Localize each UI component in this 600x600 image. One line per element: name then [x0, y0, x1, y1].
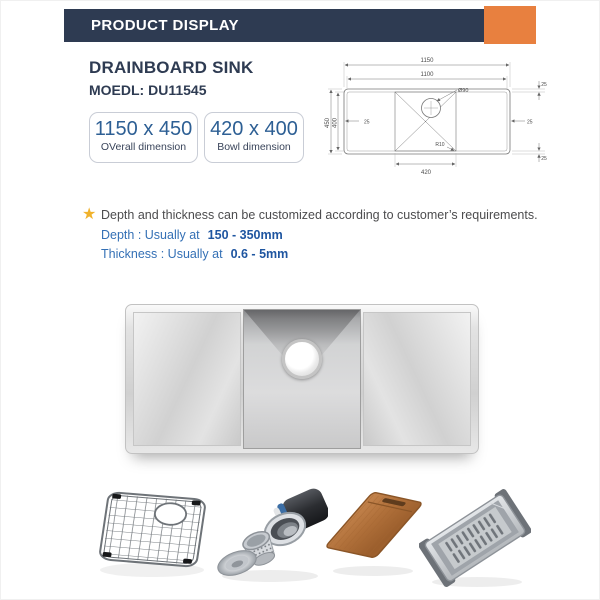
- bowl-dimension-label: Bowl dimension: [217, 141, 291, 153]
- colander-tray: [419, 488, 531, 588]
- dim-inner-width: 1100: [420, 72, 434, 78]
- thickness-note-value: 0.6 - 5mm: [230, 247, 289, 261]
- bowl-dimension-value: 420 x 400: [210, 118, 298, 140]
- overall-dimension-value: 1150 x 450: [94, 118, 193, 140]
- depth-note-label: Depth : Usually at: [101, 228, 200, 242]
- colander-image: [419, 487, 531, 589]
- sink-product-image: [125, 304, 479, 454]
- dim-rim-right: 25: [527, 119, 533, 126]
- left-drainboard: [133, 312, 241, 446]
- header-bar: [64, 9, 484, 42]
- customization-note: Depth and thickness can be customized according to customer’s requirements.: [101, 208, 538, 222]
- dim-rim-left: 25: [364, 119, 370, 126]
- bowl-dimension-card: [204, 112, 304, 163]
- depth-note: [101, 228, 283, 242]
- dimension-labels: [325, 58, 547, 176]
- product-name: DRAINBOARD SINK: [89, 58, 254, 77]
- dim-rim-top: 25: [541, 82, 547, 88]
- right-drainboard: [363, 312, 471, 446]
- grid-rack: [99, 492, 206, 567]
- bottom-grid-rack-image: [94, 486, 216, 584]
- technical-drawing: [321, 49, 551, 179]
- dim-overall-depth: 450: [325, 117, 331, 129]
- dim-corner-radius: R10: [435, 142, 445, 148]
- thickness-note: [101, 247, 288, 261]
- product-model: MOEDL: DU11545: [89, 82, 207, 98]
- drain-diameter-label: Ø90: [458, 88, 469, 94]
- dim-bowl-width: 420: [420, 170, 432, 176]
- page-title: PRODUCT DISPLAY: [91, 17, 239, 34]
- wood-board: [325, 492, 423, 558]
- drain-strainer-image: [215, 483, 328, 583]
- star-icon: ★: [82, 206, 97, 223]
- header-accent-block: [484, 6, 536, 44]
- dim-bowl-depth: 400: [332, 117, 339, 129]
- sink-bowl: [243, 309, 361, 449]
- thickness-note-label: Thickness : Usually at: [101, 247, 223, 261]
- overall-dimension-label: OVerall dimension: [100, 141, 187, 153]
- drain-hole: [282, 339, 322, 379]
- cutting-board-image: [325, 486, 427, 578]
- dim-rim-bottom: 25: [541, 156, 547, 162]
- board-shadow: [333, 566, 413, 576]
- overall-dimension-card: [89, 112, 198, 163]
- dim-overall-width: 1150: [420, 58, 434, 64]
- depth-note-value: 150 - 350mm: [207, 228, 283, 242]
